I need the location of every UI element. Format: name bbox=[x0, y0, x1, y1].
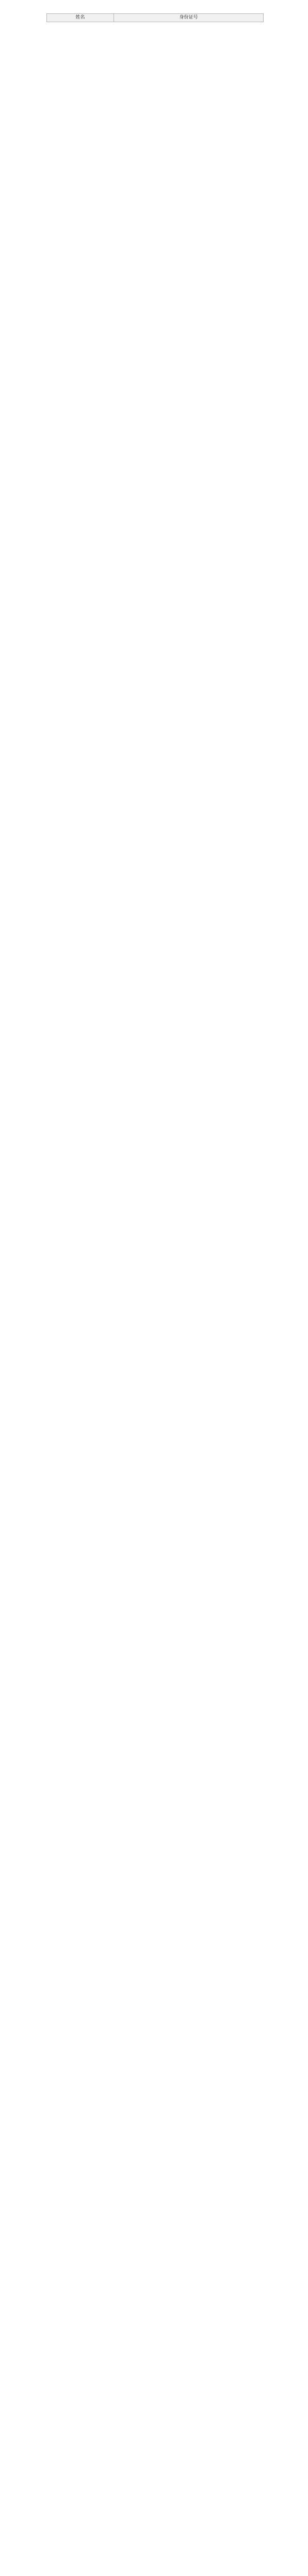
column-header-name: 姓名 bbox=[47, 14, 114, 22]
header-row bbox=[47, 14, 264, 22]
roster-table bbox=[46, 13, 264, 22]
roster-header bbox=[47, 14, 264, 22]
column-header-id-number: 身份证号 bbox=[114, 14, 264, 22]
